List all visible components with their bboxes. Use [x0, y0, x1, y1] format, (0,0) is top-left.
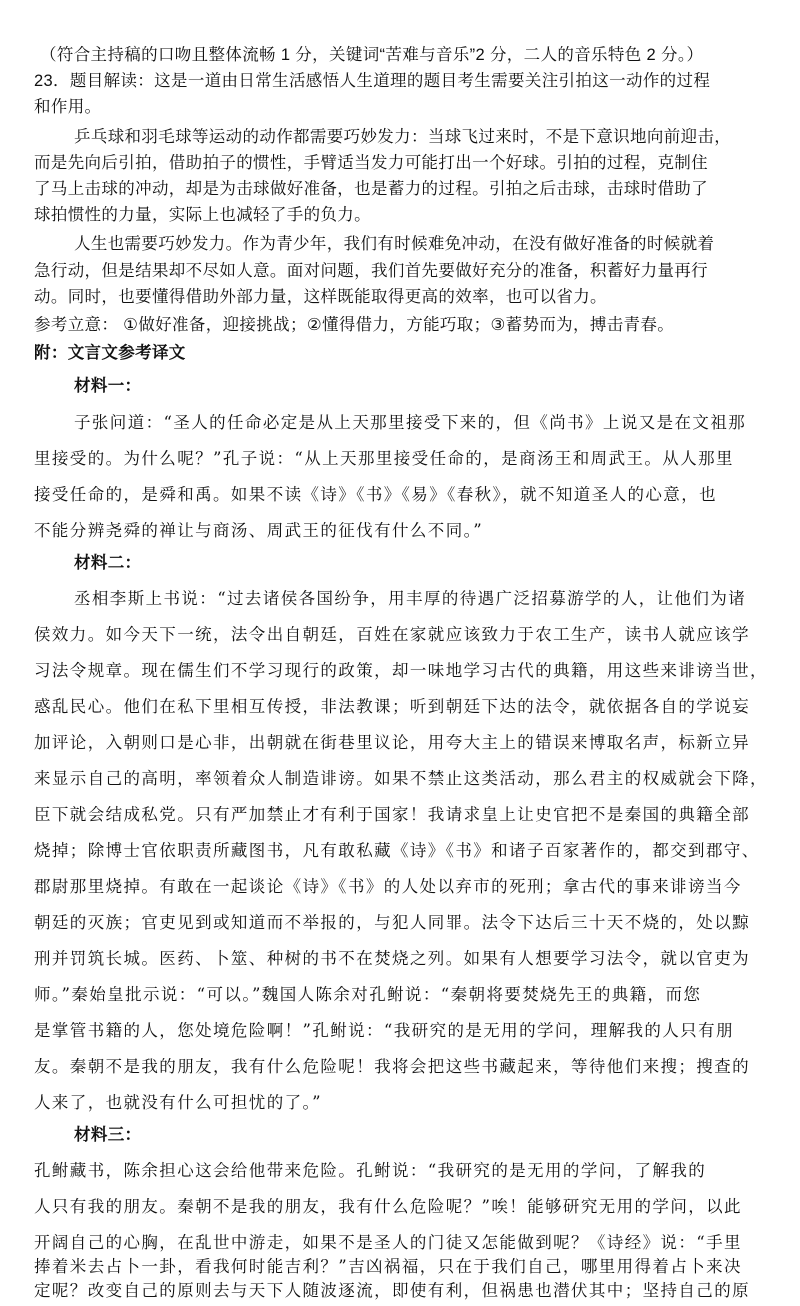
translation-text: 烧掉；除博士官依职责所藏图书，凡有敢私藏《诗》《书》和诸子百家著作的，都交到郡守、 — [34, 841, 760, 860]
translation-text: 人来了，也就没有什么可担忧的了。” — [34, 1093, 322, 1112]
translation-text: 惑乱民心。他们在私下里相互传授，非法教课；听到朝廷下达的法令，就依据各自的学说妄 — [34, 697, 750, 716]
translation-text: 郡尉那里烧掉。有敢在一起谈论《诗》《书》的人处以弃市的死刑；拿古代的事来诽谤当今 — [34, 877, 742, 896]
translation-text: 人只有我的朋友。秦朝不是我的朋友，我有什么危险呢？”唉！能够研究无用的学问，以此 — [34, 1197, 742, 1216]
translation-text: 友。秦朝不是我的朋友，我有什么危险呢！我将会把这些书藏起来，等待他们来搜；搜查的 — [34, 1057, 750, 1076]
section-title: 材料一： — [74, 376, 142, 395]
translation-text: 不能分辨尧舜的禅让与商汤、周武王的征伐有什么不同。” — [34, 521, 484, 540]
translation-text: 孔鲋藏书，陈余担心这会给他带来危险。孔鲋说：“我研究的是无用的学问，了解我的 — [34, 1161, 707, 1180]
translation-text: 来显示自己的高明，率领着众人制造诽谤。如果不禁止这类活动，那么君主的权威就会下降， — [34, 769, 768, 788]
section-title: 材料三： — [74, 1125, 142, 1144]
paragraph-text: 了马上击球的冲动，却是为击球做好准备，也是蓄力的过程。引拍之后击球，击球时借助了 — [34, 180, 708, 198]
translation-text: 丞相李斯上书说：“过去诸侯各国纷争，用丰厚的待遇广泛招募游学的人，让他们为诸 — [74, 589, 747, 608]
translation-text: 朝廷的灭族；官吏见到或知道而不举报的，与犯人同罪。法令下达后三十天不烧的，处以黥 — [34, 913, 750, 932]
paragraph-text: 乒乓球和羽毛球等运动的动作都需要巧妙发力：当球飞过来时，不是下意识地向前迎击， — [74, 128, 732, 146]
translation-text: 接受任命的，是舜和禹。如果不读《诗》《书》《易》《春秋》，就不知道圣人的心意，也 — [34, 485, 717, 504]
appendix-heading: 附：文言文参考译文 — [34, 343, 186, 362]
paragraph-text: 动。同时，也要懂得借助外部力量，这样既能取得更高的效率，也可以省力。 — [34, 288, 607, 306]
translation-text: 刑并罚筑长城。医药、卜筮、种树的书不在焚烧之列。如果有人想要学习法令，就以官吏为 — [34, 949, 750, 968]
q23-text: 和作用。 — [34, 98, 102, 116]
paragraph-text: 急行动，但是结果却不尽如人意。面对问题，我们首先要做好充分的准备，积蓄好力量再行 — [34, 262, 708, 280]
translation-text: 子张问道：“圣人的任命必定是从上天那里接受下来的，但《尚书》上说又是在文祖那 — [74, 413, 747, 432]
translation-text: 加评论，入朝则口是心非，出朝就在街巷里议论，用夸大主上的错误来博取名声，标新立异 — [34, 733, 750, 752]
translation-text: 是掌管书籍的人，您处境危险啊！”孔鲋说：“我研究的是无用的学问，理解我的人只有朋 — [34, 1021, 734, 1040]
translation-text: 师。”秦始皇批示说：“可以。”魏国人陈余对孔鲋说：“秦朝将要焚烧先王的典籍，而您 — [34, 985, 702, 1004]
translation-text: 侯效力。如今天下一统，法令出自朝廷，百姓在家就应该致力于农工生产，读书人就应该学 — [34, 625, 750, 644]
section-title: 材料二： — [74, 553, 142, 572]
score-note: （符合主持稿的口吻且整体流畅 1 分，关键词“苦难与音乐”2 分，二人的音乐特色 2 分。） — [40, 46, 704, 64]
paragraph-text: 而是先向后引拍，借助拍子的惯性，手臂适当发力可能打出一个好球。引拍的过程，克制住 — [34, 154, 708, 172]
translation-text: 定呢？改变自己的原则去与天下人随波逐流，即使有利，但祸患也潜伏其中；坚持自己的原 — [34, 1281, 750, 1300]
paragraph-text: 球拍惯性的力量，实际上也减轻了手的负力。 — [34, 206, 371, 224]
q23-text: 23．题目解读：这是一道由日常生活感悟人生道理的题目考生需要关注引拍这一动作的过程 — [34, 72, 711, 90]
reference-themes: 参考立意： ①做好准备，迎接挑战；②懂得借力，方能巧取；③蓄势而为，搏击青春。 — [34, 316, 675, 334]
translation-text: 臣下就会结成私党。只有严加禁止才有利于国家！我请求皇上让史官把不是秦国的典籍全部 — [34, 805, 750, 824]
translation-text: 里接受的。为什么呢？”孔子说：“从上天那里接受任命的，是商汤王和周武王。从人那里 — [34, 449, 734, 468]
translation-text: 习法令规章。现在儒生们不学习现行的政策，却一味地学习古代的典籍，用这些来诽谤当世， — [34, 661, 768, 680]
paragraph-text: 人生也需要巧妙发力。作为青少年，我们有时候难免冲动，在没有做好准备的时候就着 — [74, 235, 715, 253]
translation-text: 捧着米去占卜一卦，看我何时能吉利？”吉凶祸福，只在于我们自己，哪里用得着占卜来决 — [34, 1257, 742, 1276]
translation-text: 开阔自己的心胸，在乱世中游走，如果不是圣人的门徒又怎能做到呢？《诗经》说：“手里 — [34, 1233, 742, 1252]
